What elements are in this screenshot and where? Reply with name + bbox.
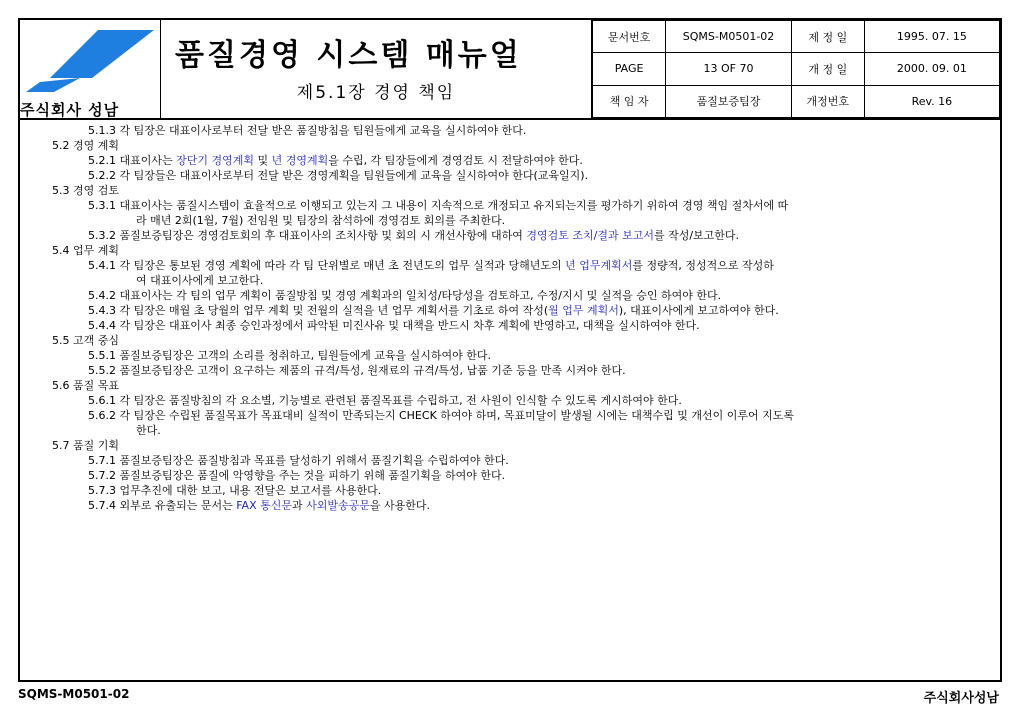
body-line: 5.5.2 품질보증팀장은 고객이 요구하는 제품의 규격/특성, 원재료의 규격/특성, 납품 기준 등을 만족 시켜야 한다. [88,364,626,377]
section-heading: 5.3 경영 검토 [52,184,119,197]
body-line: 5.7.2 품질보증팀장은 품질에 악영향을 주는 것을 피하기 위해 품질기획을 하여야 한다. [88,469,506,482]
document-reference: 월 업무 계획서 [548,304,619,317]
company-name: 주식회사 성남 [20,101,120,119]
body-line: 5.5.1 품질보증팀장은 고객의 소리를 청취하고, 팀원들에게 교육을 실시하여야 한다. [88,349,491,362]
meta-label: 개정번호 [791,85,864,117]
body-line: 5.2.1 대표이사는 장단기 경영계획 및 년 경영계획을 수립, 각 팀장들에게 경영검토 시 전달하여야 한다. [88,154,583,167]
document-meta-table [592,20,1000,118]
body-line: 5.7.4 외부로 유출되는 문서는 FAX 통신문과 사외발송공문을 사용한다. [88,499,431,512]
meta-label: 제 정 일 [791,21,864,53]
document-header [20,20,1000,120]
meta-label: PAGE [593,53,666,85]
body-line: 여 대표이사에게 보고한다. [136,274,264,287]
meta-value: SQMS-M0501-02 [666,21,792,53]
section-heading: 5.7 품질 기획 [52,439,119,452]
body-line: 5.2.2 각 팀장들은 대표이사로부터 전달 받은 경영계획을 팀원들에게 교육을 실시하여야 한다(교육일지). [88,169,589,182]
body-line: 5.3.1 대표이사는 품질시스템이 효율적으로 이행되고 있는지 그 내용이 지속적으로 개정되고 유지되는지를 평가하기 위하여 경영 책임 절차서에 따 [88,199,789,212]
document-title: 품질경영 시스템 매뉴얼 [175,38,522,73]
document-reference: 장단기 경영계획 [176,154,255,167]
meta-value: 13 OF 70 [666,53,792,85]
document-reference: 년 경영계획 [271,154,329,167]
body-line: 5.1.3 각 팀장은 대표이사로부터 전달 받은 품질방침을 팀원들에게 교육을 실시하여야 한다. [88,124,527,137]
meta-row [593,85,1000,117]
section-heading: 5.5 고객 중심 [52,334,119,347]
meta-row [593,53,1000,85]
meta-label: 문서번호 [593,21,666,53]
document-reference: 경영검토 조치/결과 보고서 [526,229,654,242]
company-logo-icon [20,20,160,104]
footer-doc-number: SQMS-M0501-02 [18,687,130,701]
section-heading: 5.4 업무 계획 [52,244,119,257]
meta-value: 1995. 07. 15 [864,21,999,53]
body-line: 한다. [136,424,161,437]
body-line: 5.6.2 각 팀장은 수립된 품질목표가 목표대비 실적이 만족되는지 CHECK 하여야 하며, 목표미달이 발생될 시에는 대책수립 및 개선이 이루어 지도록 [88,409,795,422]
document-reference: 사외발송공문 [306,499,370,512]
section-heading: 5.6 품질 목표 [52,379,119,392]
body-line: 5.4.2 대표이사는 각 팀의 업무 계획이 품질방침 및 경영 계획과의 일치성/타당성을 검토하고, 수정/지시 및 실적을 승인 하여야 한다. [88,289,722,302]
meta-value: 2000. 09. 01 [864,53,999,85]
title-cell [161,20,592,118]
document-reference: FAX 통신문 [236,499,292,512]
logo-cell [20,20,161,118]
meta-label: 개 정 일 [791,53,864,85]
body-line: 5.4.3 각 팀장은 매월 초 당월의 업무 계획 및 전월의 실적을 년 업무 계획서를 기초로 하여 작성(월 업무 계획서), 대표이사에게 보고하여야 한다. [88,304,779,317]
meta-row [593,21,1000,53]
footer-company: 주식회사성남 [923,691,999,706]
meta-value: 품질보증팀장 [666,85,792,117]
body-line: 라 매년 2회(1월, 7월) 전임원 및 팀장의 참석하에 경영검토 회의를 주최한다. [136,214,506,227]
body-line: 5.3.2 품질보증팀장은 경영검토회의 후 대표이사의 조치사항 및 회의 시 개선사항에 대하여 경영검토 조치/결과 보고서를 작성/보고한다. [88,229,740,242]
body-line: 5.7.1 품질보증팀장은 품질방침과 목표를 달성하기 위해서 품질기획을 수립하여야 한다. [88,454,509,467]
body-line: 5.6.1 각 팀장은 품질방침의 각 요소별, 기능별로 관련된 품질목표를 수립하고, 전 사원이 인식할 수 있도록 게시하여야 한다. [88,394,682,407]
body-line: 5.7.3 업무추진에 대한 보고, 내용 전달은 보고서를 사용한다. [88,484,382,497]
chapter-title: 제5.1장 경영 책임 [296,83,456,103]
meta-label: 책 임 자 [593,85,666,117]
meta-value: Rev. 16 [864,85,999,117]
body-line: 5.4.4 각 팀장은 대표이사 최종 승인과정에서 파악된 미진사유 및 대책을 반드시 차후 계획에 반영하고, 대책을 실시하여야 한다. [88,319,700,332]
document-reference: 년 업무계획서 [565,259,633,272]
body-line: 5.4.1 각 팀장은 통보된 경영 계획에 따라 각 팀 단위별로 매년 초 전년도의 업무 실적과 당해년도의 년 업무계획서를 정량적, 정성적으로 작성하 [88,259,774,272]
page-frame [18,18,1002,682]
section-heading: 5.2 경영 계획 [52,139,119,152]
